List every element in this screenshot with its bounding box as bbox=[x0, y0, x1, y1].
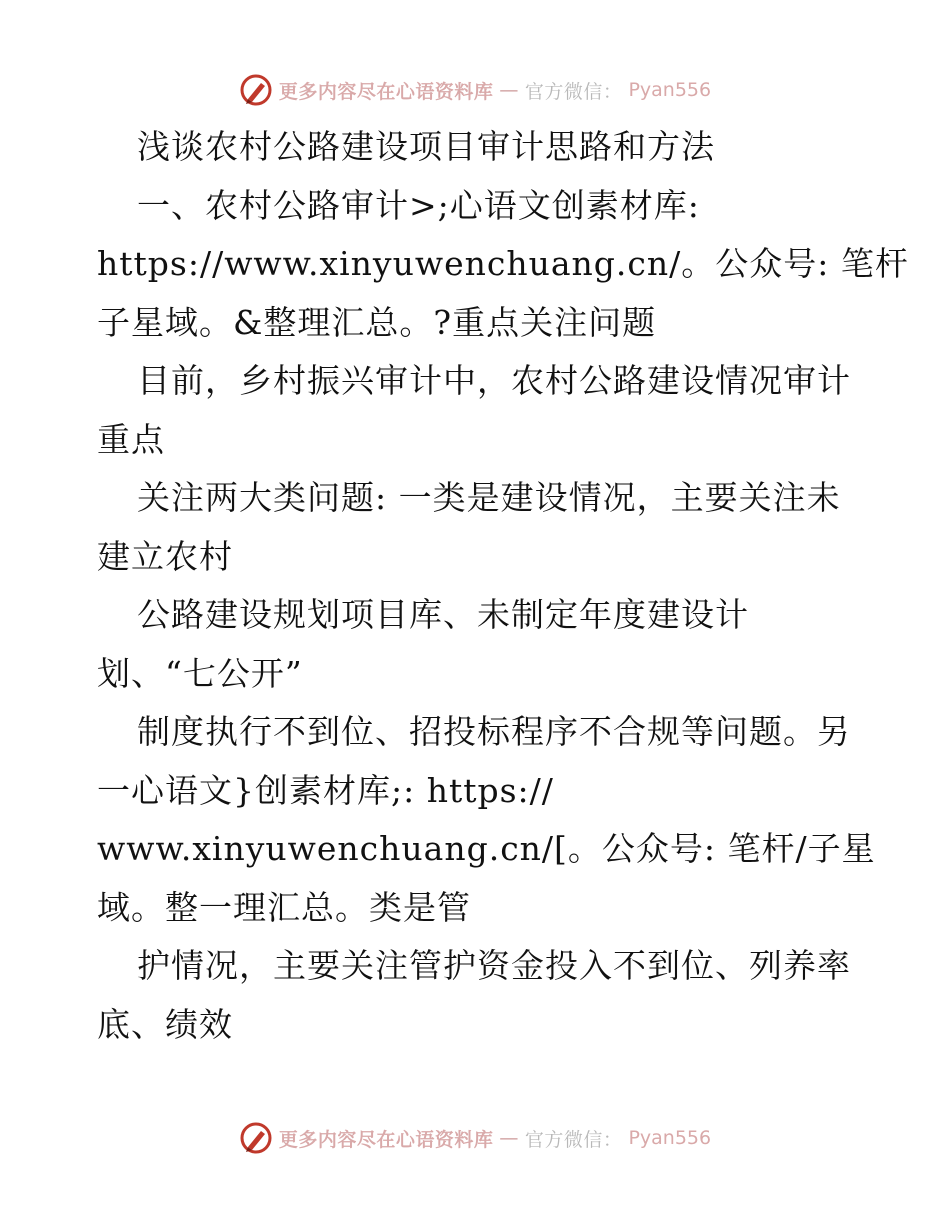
banner-wechat-label: 官方微信： bbox=[524, 1128, 623, 1151]
paragraph-line: 底、绩效 bbox=[97, 1004, 233, 1044]
paragraph-line: https://www.xinyuwenchuang.cn/。公众号: 笔杆 bbox=[97, 244, 909, 283]
paragraph-line: 制度执行不到位、招投标程序不合规等问题。另 bbox=[137, 712, 851, 751]
banner-title: 更多内容尽在心语资料库 bbox=[278, 1128, 494, 1151]
banner-wechat-label: 官方微信： bbox=[524, 80, 623, 103]
footer-banner bbox=[0, 1118, 950, 1158]
paragraph-line: 域。整一理汇总。类是管 bbox=[97, 887, 471, 927]
paragraph-line: 公路建设规划项目库、未制定年度建设计 bbox=[137, 595, 749, 634]
document-body bbox=[97, 118, 909, 1054]
paragraph-line: 重点 bbox=[97, 419, 165, 459]
banner-dash: — bbox=[499, 1127, 519, 1149]
header-banner bbox=[0, 70, 950, 110]
paragraph-line: 目前，乡村振兴审计中，农村公路建设情况审计 bbox=[137, 361, 851, 400]
pen-logo-icon bbox=[239, 73, 273, 107]
paragraph-line: 关注两大类问题: 一类是建设情况，主要关注未 bbox=[137, 478, 841, 517]
paragraph-line: 建立农村 bbox=[97, 536, 233, 576]
banner-dash: — bbox=[499, 79, 519, 101]
paragraph-line: 子星域。&整理汇总。?重点关注问题 bbox=[97, 302, 657, 342]
pen-logo-icon bbox=[239, 1121, 273, 1155]
paragraph-line: 一心语文}创素材库;: https:// bbox=[97, 770, 554, 810]
paragraph-line: 一、农村公路审计>;心语文创素材库: bbox=[137, 185, 700, 225]
paragraph-line: 护情况，主要关注管护资金投入不到位、列养率 bbox=[137, 946, 851, 985]
paragraph-line: www.xinyuwenchuang.cn/[。公众号: 笔杆/子星 bbox=[97, 829, 876, 868]
paragraph-line: 划、“七公开” bbox=[97, 653, 303, 693]
document-title: 浅谈农村公路建设项目审计思路和方法 bbox=[137, 127, 715, 166]
banner-wechat-id: Pyan556 bbox=[628, 1127, 712, 1149]
banner-title: 更多内容尽在心语资料库 bbox=[278, 80, 494, 103]
banner-wechat-id: Pyan556 bbox=[628, 79, 712, 101]
